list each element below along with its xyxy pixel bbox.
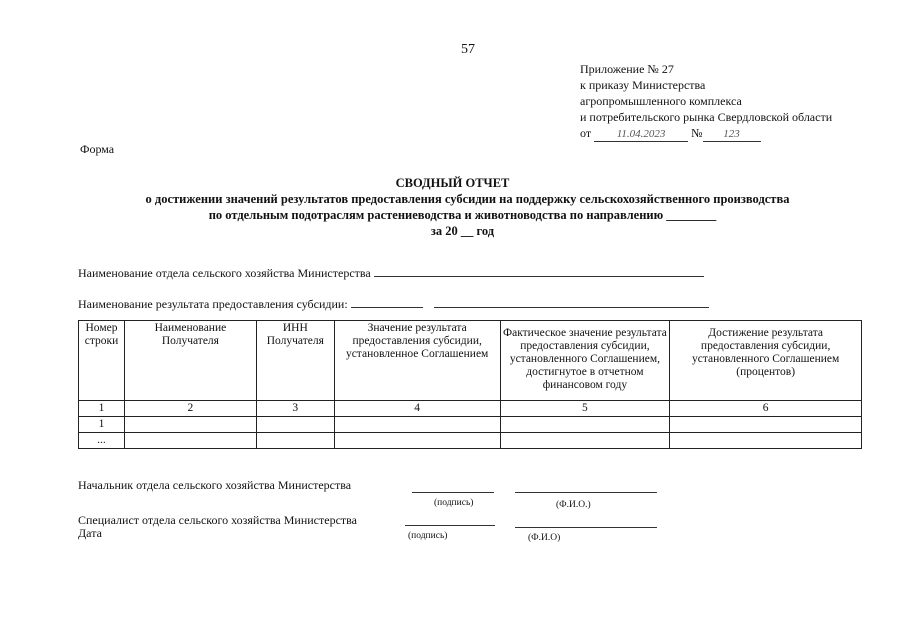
table-cell[interactable] (670, 417, 862, 433)
department-blank[interactable] (374, 264, 704, 277)
table-cell[interactable] (334, 433, 500, 449)
column-number: 5 (500, 401, 670, 417)
table-cell: 1 (79, 417, 125, 433)
report-title: СВОДНЫЙ ОТЧЕТ (395, 176, 510, 190)
result-blank-2[interactable] (434, 295, 709, 308)
head-fio-caption: (Ф.И.О.) (556, 500, 591, 510)
number-prefix: № (691, 126, 703, 140)
header-cell: ИНН Получателя (256, 321, 334, 401)
appendix-line-1: Приложение № 27 (580, 62, 674, 76)
column-number: 6 (670, 401, 862, 417)
department-label: Наименование отдела сельского хозяйства Министерства (78, 266, 371, 280)
header-cell: Наименование Получателя (124, 321, 256, 401)
specialist-sign-line[interactable] (405, 524, 495, 526)
date-prefix: от (580, 126, 592, 140)
appendix-line-3: агропромышленного комплекса (580, 94, 742, 108)
appendix-line-4: и потребительского рынка Свердловской области (580, 110, 833, 124)
table-row (79, 417, 862, 433)
report-year: за 20 __ год (430, 224, 495, 238)
number-value: 123 (703, 128, 761, 142)
header-cell: Номер строки (79, 321, 125, 401)
specialist-fio-line[interactable] (515, 526, 657, 528)
report-table (78, 320, 862, 449)
date-value: 11.04.2023 (594, 128, 688, 142)
result-field (78, 295, 709, 312)
table-cell[interactable] (334, 417, 500, 433)
result-blank-1[interactable] (351, 295, 423, 308)
table-cell[interactable] (256, 433, 334, 449)
table-cell[interactable] (124, 417, 256, 433)
header-cell: Фактическое значение результата предоставления субсидии, установленного Соглашением, достигнутое в отчетном финансовом году (500, 321, 670, 401)
column-number: 1 (79, 401, 125, 417)
report-subtitle-2: по отдельным подотраслям растениеводства и животноводства по направлению ________ (208, 208, 717, 222)
table-cell[interactable] (500, 433, 670, 449)
header-cell: Достижение результата предоставления субсидии, установленного Соглашением (процентов) (670, 321, 862, 401)
table-header-row (79, 321, 862, 401)
specialist-signature-label: Специалист отдела сельского хозяйства Министерства (78, 513, 357, 527)
column-number-row (79, 401, 862, 417)
appendix-line-2: к приказу Министерства (580, 78, 706, 92)
head-signature-label: Начальник отдела сельского хозяйства Министерства (78, 478, 352, 492)
head-sign-line[interactable] (412, 491, 494, 493)
department-field (78, 264, 704, 281)
table-cell[interactable] (670, 433, 862, 449)
form-label: Форма (80, 142, 115, 156)
column-number: 3 (256, 401, 334, 417)
table-cell: ... (79, 433, 125, 449)
result-label: Наименование результата предоставления субсидии: (78, 297, 348, 311)
specialist-fio-caption: (Ф.И.О) (528, 533, 561, 543)
header-cell: Значение результата предоставления субсидии, установленное Соглашением (334, 321, 500, 401)
appendix-date-row (580, 125, 832, 142)
column-number: 2 (124, 401, 256, 417)
table-cell[interactable] (256, 417, 334, 433)
column-number: 4 (334, 401, 500, 417)
table-cell[interactable] (500, 417, 670, 433)
page-number: 57 (461, 42, 475, 57)
report-subtitle-1: о достижении значений результатов предоставления субсидии на поддержку сельскохозяйственного производства (145, 192, 790, 206)
appendix-block (580, 61, 832, 142)
table-row (79, 433, 862, 449)
head-fio-line[interactable] (515, 491, 657, 493)
head-sign-caption: (подпись) (434, 498, 474, 508)
table-cell[interactable] (124, 433, 256, 449)
specialist-sign-caption: (подпись) (408, 531, 448, 541)
date-label: Дата (78, 526, 102, 540)
